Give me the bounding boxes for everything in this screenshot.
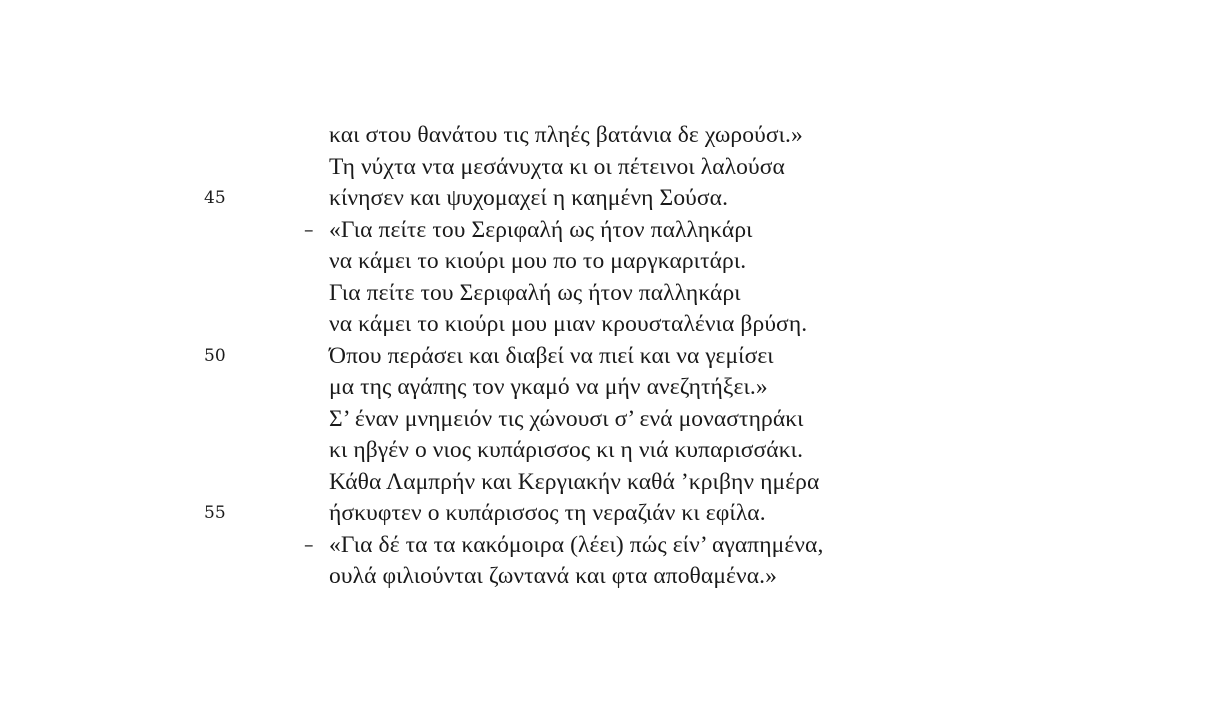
dialogue-dash: – bbox=[304, 533, 314, 556]
verse-text: «Για πείτε του Σεριφαλή ως ήτον παλληκάρι bbox=[329, 216, 753, 243]
verse-text: μα της αγάπης τον γκαμό να μήν ανεζητήξει.» bbox=[329, 374, 768, 400]
poem-line bbox=[0, 183, 1224, 215]
poem-text bbox=[0, 120, 1224, 593]
verse-text: να κάμει το κιούρι μου πο το μαργκαριτάρι. bbox=[329, 248, 747, 274]
dialogue-dash: – bbox=[304, 218, 314, 241]
poem-line bbox=[0, 435, 1224, 467]
poem-line bbox=[0, 467, 1224, 499]
verse-text: Κάθα Λαμπρήν και Κεργιακήν καθά ’κριβην ημέρα bbox=[329, 468, 820, 495]
verse-text: Για πείτε του Σεριφαλή ως ήτον παλληκάρι bbox=[329, 279, 741, 306]
poem-line bbox=[0, 278, 1224, 310]
verse-text: Σ’ έναν μνημειόν τις χώνουσι σ’ ενά μοναστηράκι bbox=[329, 405, 804, 432]
poem-line bbox=[0, 404, 1224, 436]
poem-line bbox=[0, 246, 1224, 278]
verse-text: και στου θανάτου τις πληές βατάνια δε χωρούσι.» bbox=[329, 122, 803, 148]
verse-text: Όπου περάσει και διαβεί να πιεί και να γεμίσει bbox=[329, 342, 774, 369]
poem-line bbox=[0, 152, 1224, 184]
line-number: 50 bbox=[204, 345, 226, 366]
poem-line bbox=[0, 498, 1224, 530]
poem-line bbox=[0, 561, 1224, 593]
poem-line bbox=[0, 530, 1224, 562]
poem-line bbox=[0, 372, 1224, 404]
verse-text: κι ηβγέν ο νιος κυπάρισσος κι η νιά κυπαρισσάκι. bbox=[329, 437, 804, 463]
line-number: 55 bbox=[204, 503, 226, 523]
line-number: 45 bbox=[204, 188, 226, 208]
verse-text: ουλά φιλιούνται ζωντανά και φτα αποθαμένα.» bbox=[329, 563, 777, 589]
verse-text: ήσκυφτεν ο κυπάρισσος τη νεραζιάν κι εφίλα. bbox=[329, 500, 766, 526]
verse-text: να κάμει το κιούρι μου μιαν κρουσταλένια βρύση. bbox=[329, 311, 808, 337]
verse-text: κίνησεν και ψυχομαχεί η καημένη Σούσα. bbox=[329, 185, 729, 211]
poem-line bbox=[0, 341, 1224, 373]
poem-line bbox=[0, 309, 1224, 341]
poem-line bbox=[0, 215, 1224, 247]
verse-text: «Για δέ τα τα κακόμοιρα (λέει) πώς είν’ αγαπημένα, bbox=[329, 531, 824, 558]
poem-line bbox=[0, 120, 1224, 152]
verse-text: Τη νύχτα ντα μεσάνυχτα κι οι πέτεινοι λαλούσα bbox=[329, 153, 785, 180]
